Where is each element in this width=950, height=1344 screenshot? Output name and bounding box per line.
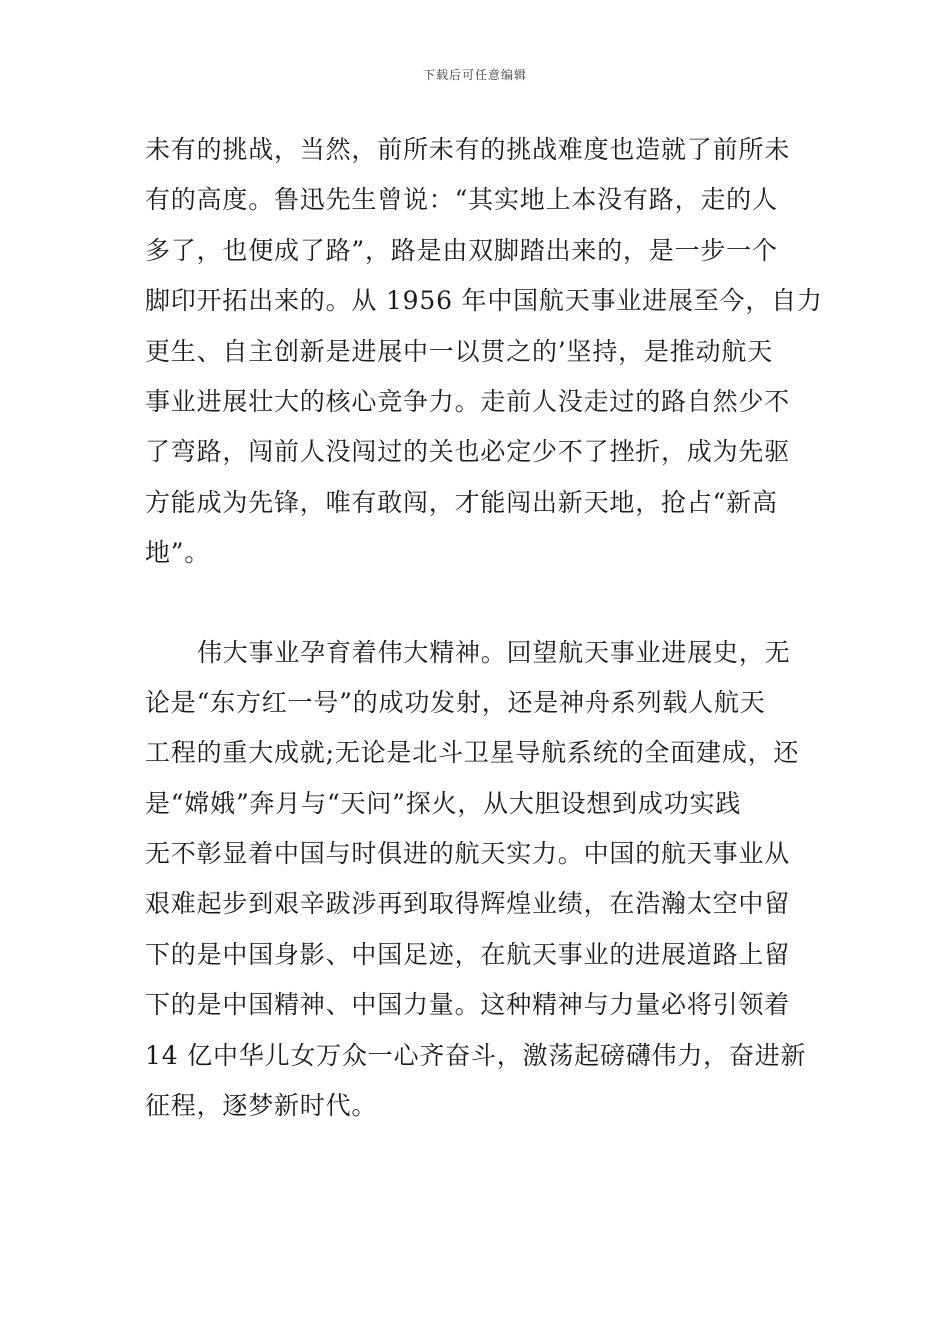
text-line: 征程，逐梦新时代。: [145, 1091, 378, 1121]
text-line: 地”。: [145, 538, 211, 568]
text-line: 下的是中国精神、中国力量。这种精神与力量必将引领着: [145, 990, 791, 1020]
text-line: 更生、自主创新是进展中一以贯之的’坚持，是推动航天: [145, 336, 773, 366]
text-line: 下的是中国身影、中国足迹，在航天事业的进展道路上留: [145, 939, 791, 969]
document-body: [145, 125, 823, 1131]
text-line: 方能成为先锋，唯有敢闯，才能闯出新天地，抢占“新高: [145, 487, 778, 517]
text-line: 有的高度。鲁迅先生曾说：“其实地上本没有路，走的人: [145, 185, 778, 215]
text-line-indented: 伟大事业孕育着伟大精神。回望航天事业进展史，无: [197, 637, 791, 667]
text-line: 脚印开拓出来的。从 1956 年中国航天事业进展至今，自力: [145, 286, 823, 316]
paragraph-spacer: [145, 579, 810, 628]
text-line: 未有的挑战，当然，前所未有的挑战难度也造就了前所未: [145, 135, 791, 164]
text-line: 是“嫦娥”奔月与“天问”探火，从大胆设想到成功实践: [145, 788, 742, 818]
text-line: 多了，也便成了路”，路是由双脚踏出来的，是一步一个: [145, 235, 778, 265]
text-line: 14 亿中华儿女万众一心齐奋斗，激荡起磅礴伟力，奋进新: [145, 1040, 807, 1070]
paragraph-2: [145, 628, 810, 1132]
text-line: 工程的重大成就;无论是北斗卫星导航系统的全面建成，还: [145, 738, 800, 768]
text-line: 艰难起步到艰辛跋涉再到取得辉煌业绩，在浩瀚太空中留: [145, 889, 791, 919]
page-header: 下载后可任意编辑: [422, 68, 527, 82]
paragraph-1: [145, 125, 823, 579]
text-line: 了弯路，闯前人没闯过的关也必定少不了挫折，成为先驱: [145, 437, 791, 467]
text-line: 事业进展壮大的核心竞争力。走前人没走过的路自然少不: [145, 386, 791, 416]
text-line: 无不彰显着中国与时俱进的航天实力。中国的航天事业从: [145, 839, 791, 869]
text-line: 论是“东方红一号”的成功发射，还是神舟系列载人航天: [145, 687, 766, 717]
